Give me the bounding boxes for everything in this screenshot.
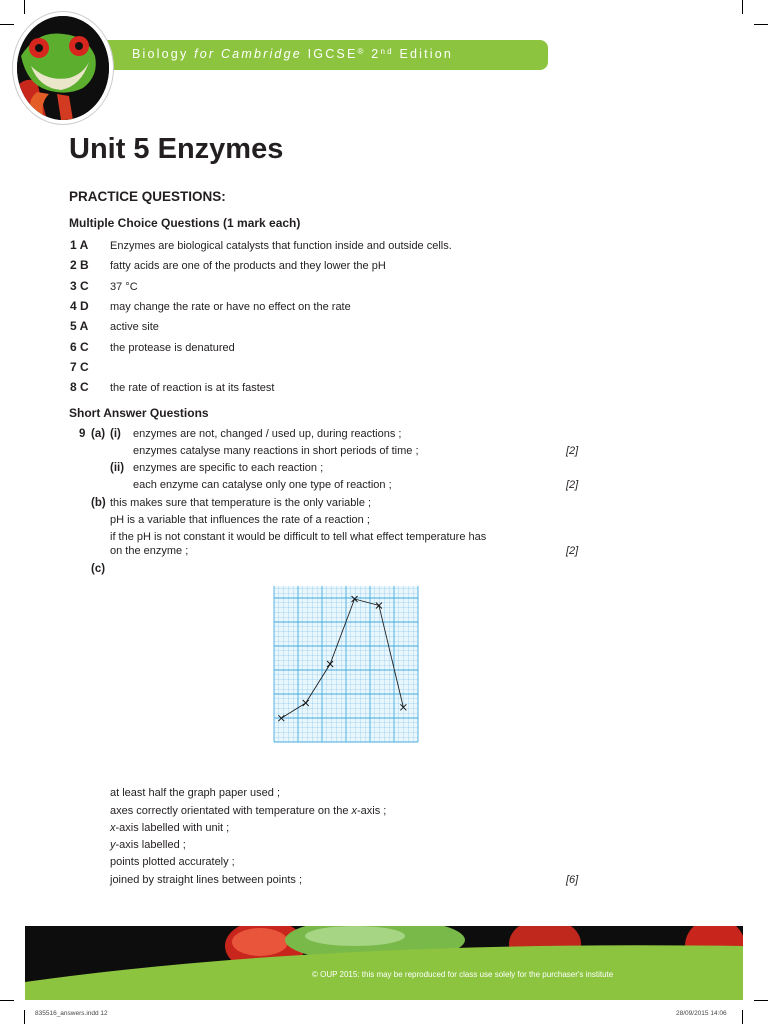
crop-mark bbox=[0, 24, 14, 25]
section-heading: PRACTICE QUESTIONS: bbox=[69, 189, 226, 204]
mcq-number: 2 B bbox=[70, 258, 89, 272]
mcq-item bbox=[70, 340, 235, 354]
frog-icon bbox=[17, 16, 109, 120]
series-italic: for Cambridge bbox=[194, 47, 302, 61]
series-suffix: IGCSE bbox=[307, 47, 358, 61]
mcq-answer: may change the rate or have no effect on the rate bbox=[110, 301, 351, 313]
edition-word: Edition bbox=[399, 47, 454, 61]
answer-line: enzymes are specific to each reaction ; bbox=[133, 462, 324, 474]
answer-line: at least half the graph paper used ; bbox=[110, 787, 281, 799]
mcq-item bbox=[70, 319, 159, 333]
mcq-item bbox=[70, 258, 386, 272]
edition-ordinal: nd bbox=[380, 47, 394, 56]
frog-logo bbox=[13, 12, 113, 124]
part-c-label: (c) bbox=[91, 563, 106, 575]
series-title bbox=[132, 47, 453, 61]
crop-mark bbox=[24, 1010, 25, 1024]
crop-mark bbox=[24, 0, 25, 14]
copyright-notice: © OUP 2015: this may be reproduced for class use solely for the purchaser's institute bbox=[312, 970, 614, 979]
mcq-answer: active site bbox=[110, 321, 159, 333]
edition-number: 2 bbox=[371, 47, 381, 61]
answer-line: on the enzyme ; bbox=[110, 545, 189, 557]
mcq-answer: Enzymes are biological catalysts that function inside and outside cells. bbox=[110, 240, 452, 252]
crop-mark bbox=[754, 24, 768, 25]
crop-mark bbox=[742, 0, 743, 14]
mcq-heading: Multiple Choice Questions (1 mark each) bbox=[69, 216, 301, 230]
mcq-number: 1 A bbox=[70, 238, 89, 252]
page-title: Unit 5 Enzymes bbox=[69, 133, 284, 165]
answer-line: pH is a variable that influences the rate of a reaction ; bbox=[110, 514, 370, 526]
answer-line: joined by straight lines between points ; bbox=[110, 874, 303, 886]
registered-mark: ® bbox=[357, 47, 366, 56]
part-aii-label: (ii) bbox=[110, 462, 125, 474]
mcq-item bbox=[70, 299, 351, 313]
answer-line: points plotted accurately ; bbox=[110, 856, 235, 868]
mark-allocation: [2] bbox=[566, 479, 579, 491]
short-answer-heading: Short Answer Questions bbox=[69, 406, 209, 420]
mcq-answer: 37 °C bbox=[110, 281, 138, 293]
mcq-answer: the rate of reaction is at its fastest bbox=[110, 382, 275, 394]
mark-allocation: [2] bbox=[566, 445, 579, 457]
answer-line: enzymes are not, changed / used up, during reactions ; bbox=[133, 428, 402, 440]
mark-allocation: [6] bbox=[566, 874, 579, 886]
mcq-number: 8 C bbox=[70, 380, 89, 394]
answer-line: enzymes catalyse many reactions in short periods of time ; bbox=[133, 445, 419, 457]
mcq-item bbox=[70, 360, 110, 374]
crop-mark bbox=[742, 1010, 743, 1024]
series-prefix: Biology bbox=[132, 47, 189, 61]
mcq-number: 4 D bbox=[70, 299, 89, 313]
part-a-label: (a) bbox=[91, 428, 106, 440]
mcq-item bbox=[70, 238, 452, 252]
mcq-number: 6 C bbox=[70, 340, 89, 354]
mcq-number: 5 A bbox=[70, 319, 89, 333]
footer-graphic bbox=[25, 926, 743, 1000]
answer-line: axes correctly orientated with temperature on the x-axis ; bbox=[110, 805, 387, 817]
mcq-item bbox=[70, 279, 138, 293]
crop-mark bbox=[0, 1000, 14, 1001]
answer-line: x-axis labelled with unit ; bbox=[110, 822, 230, 834]
part-ai-label: (i) bbox=[110, 428, 121, 440]
file-slug: 835516_answers.indd 12 bbox=[35, 1010, 108, 1017]
mcq-number: 7 C bbox=[70, 360, 89, 374]
mcq-number: 3 C bbox=[70, 279, 89, 293]
answer-line: if the pH is not constant it would be difficult to tell what effect temperature has bbox=[110, 531, 487, 543]
mcq-item bbox=[70, 380, 274, 394]
answer-line: each enzyme can catalyse only one type of reaction ; bbox=[133, 479, 392, 491]
mcq-answer: fatty acids are one of the products and they lower the pH bbox=[110, 260, 386, 272]
date-slug: 28/09/2015 14:06 bbox=[676, 1010, 727, 1017]
mark-allocation: [2] bbox=[566, 545, 579, 557]
part-b-label: (b) bbox=[91, 497, 106, 509]
answer-line: this makes sure that temperature is the only variable ; bbox=[110, 497, 372, 509]
footer-banner bbox=[25, 926, 743, 1000]
crop-mark bbox=[754, 1000, 768, 1001]
enzyme-temperature-graph bbox=[270, 582, 422, 746]
answer-line: y-axis labelled ; bbox=[110, 839, 186, 851]
question-number: 9 bbox=[79, 428, 86, 440]
mcq-answer: the protease is denatured bbox=[110, 342, 235, 354]
